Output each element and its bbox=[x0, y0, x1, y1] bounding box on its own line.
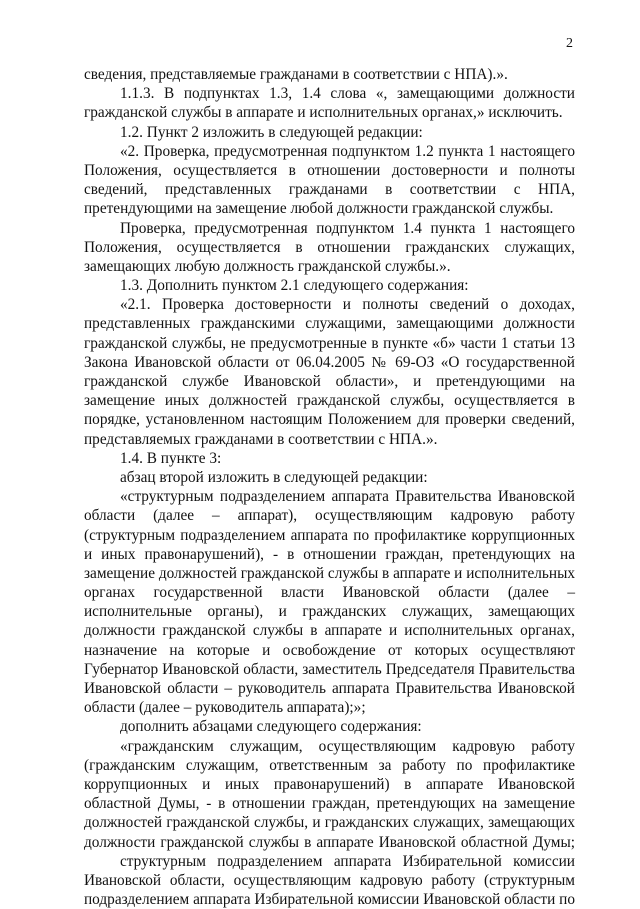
text-line: коррупционных и иных правонарушений) в аппарате Ивановской bbox=[84, 775, 575, 793]
text-line: (гражданским служащим, ответственным за работу по профилактике bbox=[84, 756, 575, 774]
text-line: претендующими на замещение любой должности гражданской службы. bbox=[84, 200, 554, 218]
text-line: Положения, осуществляется в отношении гражданских служащих, bbox=[84, 238, 575, 256]
text-line: 1.2. Пункт 2 изложить в следующей редакции: bbox=[120, 123, 423, 141]
text-line: Проверка, предусмотренная подпунктом 1.4 пункта 1 настоящего bbox=[120, 219, 575, 237]
text-line: абзац второй изложить в следующей редакции: bbox=[120, 468, 428, 486]
text-line: области (далее – руководитель аппарата);»; bbox=[84, 699, 366, 717]
text-line: замещающих любую должность гражданской службы.». bbox=[84, 257, 451, 275]
text-line: дополнить абзацами следующего содержания: bbox=[120, 718, 422, 736]
text-line: и иных правонарушений), - в отношении граждан, претендующих на bbox=[84, 545, 575, 563]
text-line: Ивановской области – руководитель аппарата Правительства Ивановской bbox=[84, 680, 575, 697]
text-line: гражданской службы в аппарате и исполнительных органах,» исключить. bbox=[84, 104, 563, 122]
text-line: должности гражданской службы в аппарате и исполнительных органах, bbox=[84, 622, 575, 640]
text-line: представляемых гражданами в соответствии с НПА.». bbox=[84, 430, 438, 448]
text-line: исполнительные органы), и гражданских служащих, замещающих bbox=[84, 603, 575, 621]
text-line: Ивановской области, осуществляющим кадровую работу (структурным bbox=[84, 871, 575, 889]
text-line: гражданской службе Ивановской области», и претендующими на bbox=[84, 373, 575, 390]
document-body bbox=[84, 65, 575, 909]
text-line: должностей гражданской службы, и гражданских служащих, замещающих bbox=[84, 814, 575, 832]
text-line: органах государственной власти Ивановской области (далее – bbox=[84, 584, 575, 602]
text-line: Закона Ивановской области от 06.04.2005 № 69-ОЗ «О государственной bbox=[84, 353, 575, 371]
text-line: подразделением аппарата Избирательной комиссии Ивановской области по bbox=[84, 891, 575, 909]
page-number: 2 bbox=[566, 36, 573, 51]
text-line: порядке, установленном настоящим Положением для проверки сведений, bbox=[84, 411, 575, 429]
text-line: «2. Проверка, предусмотренная подпунктом 1.2 пункта 1 настоящего bbox=[120, 142, 575, 160]
text-line: назначение на которые и освобождение от которых осуществляют bbox=[84, 641, 575, 659]
text-line: структурным подразделением аппарата Избирательной комиссии bbox=[120, 852, 575, 870]
text-line: замещение должностей гражданской службы в аппарате и исполнительных bbox=[84, 564, 576, 582]
text-line: должности гражданской службы в аппарате Ивановской областной Думы; bbox=[84, 833, 575, 851]
text-line: «гражданским служащим, осуществляющим кадровую работу bbox=[120, 737, 575, 755]
text-line: (структурным подразделением аппарата по профилактике коррупционных bbox=[84, 526, 575, 544]
text-line: «2.1. Проверка достоверности и полноты сведений о доходах, bbox=[120, 296, 575, 314]
text-line: области (далее – аппарат), осуществляющим кадровую работу bbox=[84, 507, 575, 525]
text-line: сведений, представленных гражданами в соответствии с НПА, bbox=[84, 181, 575, 199]
text-line: «структурным подразделением аппарата Правительства Ивановской bbox=[120, 488, 575, 506]
text-line: Положения, осуществляется в отношении достоверности и полноты bbox=[84, 161, 575, 179]
text-line: областной Думы, - в отношении граждан, претендующих на замещение bbox=[84, 795, 575, 813]
text-line: 1.1.3. В подпунктах 1.3, 1.4 слова «, замещающими должности bbox=[120, 85, 575, 103]
text-line: Губернатор Ивановской области, заместитель Председателя Правительства bbox=[84, 660, 575, 678]
text-line: представленных гражданскими служащими, замещающими должности bbox=[84, 315, 575, 333]
text-line: сведения, представляемые гражданами в соответствии с НПА).». bbox=[84, 66, 508, 83]
text-line: 1.4. В пункте 3: bbox=[120, 449, 222, 467]
text-line: замещение иных должностей гражданской службы, осуществляется в bbox=[84, 392, 575, 410]
text-line: 1.3. Дополнить пунктом 2.1 следующего содержания: bbox=[120, 277, 469, 295]
text-line: гражданской службы, не предусмотренные в пункте «б» части 1 статьи 13 bbox=[84, 334, 575, 352]
